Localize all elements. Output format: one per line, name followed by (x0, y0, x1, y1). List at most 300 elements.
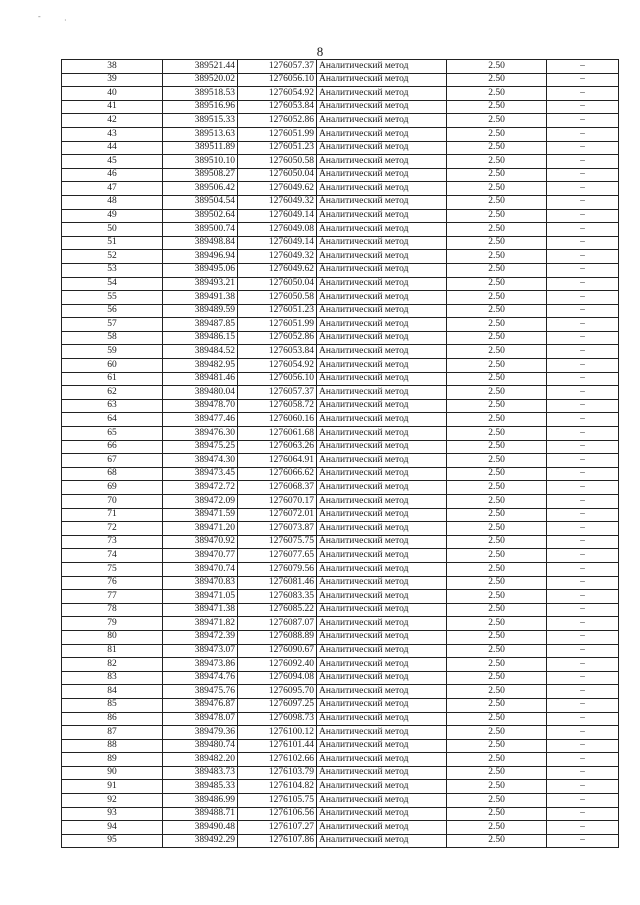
point-number-cell: 69 (62, 481, 163, 495)
table-row (62, 141, 619, 155)
table-row (62, 345, 619, 359)
x-coordinate-cell: 389471.05 (163, 590, 238, 604)
error-cell: 2.50 (447, 671, 547, 685)
x-coordinate-cell: 389478.70 (163, 399, 238, 413)
error-cell: 2.50 (447, 73, 547, 87)
point-number-cell: 60 (62, 359, 163, 373)
y-coordinate-cell: 1276101.44 (238, 739, 317, 753)
y-coordinate-cell: 1276090.67 (238, 644, 317, 658)
point-number-cell: 54 (62, 277, 163, 291)
error-cell: 2.50 (447, 87, 547, 101)
table-row (62, 277, 619, 291)
table-row (62, 794, 619, 808)
method-cell: Аналитический метод (317, 277, 447, 291)
x-coordinate-cell: 389476.87 (163, 698, 238, 712)
table-row (62, 562, 619, 576)
note-cell: – (547, 236, 619, 250)
note-cell: – (547, 780, 619, 794)
point-number-cell: 48 (62, 195, 163, 209)
point-number-cell: 45 (62, 155, 163, 169)
table-row (62, 603, 619, 617)
note-cell: – (547, 794, 619, 808)
note-cell: – (547, 535, 619, 549)
table-row (62, 590, 619, 604)
y-coordinate-cell: 1276103.79 (238, 766, 317, 780)
y-coordinate-cell: 1276073.87 (238, 522, 317, 536)
note-cell: – (547, 454, 619, 468)
method-cell: Аналитический метод (317, 100, 447, 114)
x-coordinate-cell: 389483.73 (163, 766, 238, 780)
method-cell: Аналитический метод (317, 168, 447, 182)
x-coordinate-cell: 389496.94 (163, 250, 238, 264)
error-cell: 2.50 (447, 658, 547, 672)
method-cell: Аналитический метод (317, 508, 447, 522)
y-coordinate-cell: 1276106.56 (238, 807, 317, 821)
y-coordinate-cell: 1276057.37 (238, 60, 317, 74)
note-cell: – (547, 413, 619, 427)
y-coordinate-cell: 1276050.58 (238, 291, 317, 305)
point-number-cell: 56 (62, 304, 163, 318)
y-coordinate-cell: 1276049.62 (238, 182, 317, 196)
table-row (62, 698, 619, 712)
x-coordinate-cell: 389484.52 (163, 345, 238, 359)
note-cell: – (547, 277, 619, 291)
error-cell: 2.50 (447, 590, 547, 604)
error-cell: 2.50 (447, 712, 547, 726)
y-coordinate-cell: 1276075.75 (238, 535, 317, 549)
x-coordinate-cell: 389506.42 (163, 182, 238, 196)
note-cell: – (547, 155, 619, 169)
table-row (62, 114, 619, 128)
y-coordinate-cell: 1276049.14 (238, 236, 317, 250)
y-coordinate-cell: 1276105.75 (238, 794, 317, 808)
x-coordinate-cell: 389471.38 (163, 603, 238, 617)
error-cell: 2.50 (447, 182, 547, 196)
method-cell: Аналитический метод (317, 195, 447, 209)
y-coordinate-cell: 1276053.84 (238, 100, 317, 114)
y-coordinate-cell: 1276107.27 (238, 821, 317, 835)
y-coordinate-cell: 1276066.62 (238, 467, 317, 481)
table-row (62, 359, 619, 373)
y-coordinate-cell: 1276052.86 (238, 114, 317, 128)
point-number-cell: 92 (62, 794, 163, 808)
y-coordinate-cell: 1276049.32 (238, 195, 317, 209)
x-coordinate-cell: 389471.20 (163, 522, 238, 536)
table-row (62, 127, 619, 141)
y-coordinate-cell: 1276088.89 (238, 630, 317, 644)
table-row (62, 399, 619, 413)
error-cell: 2.50 (447, 549, 547, 563)
method-cell: Аналитический метод (317, 590, 447, 604)
error-cell: 2.50 (447, 413, 547, 427)
table-row (62, 617, 619, 631)
point-number-cell: 84 (62, 685, 163, 699)
error-cell: 2.50 (447, 698, 547, 712)
x-coordinate-cell: 389482.95 (163, 359, 238, 373)
x-coordinate-cell: 389471.59 (163, 508, 238, 522)
y-coordinate-cell: 1276095.70 (238, 685, 317, 699)
point-number-cell: 58 (62, 331, 163, 345)
note-cell: – (547, 318, 619, 332)
x-coordinate-cell: 389480.04 (163, 386, 238, 400)
error-cell: 2.50 (447, 60, 547, 74)
point-number-cell: 59 (62, 345, 163, 359)
x-coordinate-cell: 389502.64 (163, 209, 238, 223)
table-row (62, 739, 619, 753)
method-cell: Аналитический метод (317, 399, 447, 413)
point-number-cell: 93 (62, 807, 163, 821)
error-cell: 2.50 (447, 522, 547, 536)
table-row (62, 508, 619, 522)
table-row (62, 726, 619, 740)
error-cell: 2.50 (447, 794, 547, 808)
note-cell: – (547, 100, 619, 114)
note-cell: – (547, 712, 619, 726)
method-cell: Аналитический метод (317, 685, 447, 699)
point-number-cell: 91 (62, 780, 163, 794)
x-coordinate-cell: 389511.89 (163, 141, 238, 155)
note-cell: – (547, 331, 619, 345)
error-cell: 2.50 (447, 481, 547, 495)
table-row (62, 834, 619, 848)
note-cell: – (547, 495, 619, 509)
note-cell: – (547, 345, 619, 359)
error-cell: 2.50 (447, 821, 547, 835)
note-cell: – (547, 127, 619, 141)
error-cell: 2.50 (447, 399, 547, 413)
note-cell: – (547, 209, 619, 223)
x-coordinate-cell: 389489.59 (163, 304, 238, 318)
note-cell: – (547, 141, 619, 155)
y-coordinate-cell: 1276051.23 (238, 141, 317, 155)
table-row (62, 658, 619, 672)
table-row (62, 304, 619, 318)
point-number-cell: 95 (62, 834, 163, 848)
x-coordinate-cell: 389504.54 (163, 195, 238, 209)
y-coordinate-cell: 1276051.23 (238, 304, 317, 318)
y-coordinate-cell: 1276057.37 (238, 386, 317, 400)
table-row (62, 821, 619, 835)
note-cell: – (547, 834, 619, 848)
error-cell: 2.50 (447, 535, 547, 549)
y-coordinate-cell: 1276098.73 (238, 712, 317, 726)
method-cell: Аналитический метод (317, 617, 447, 631)
table-row (62, 195, 619, 209)
x-coordinate-cell: 389508.27 (163, 168, 238, 182)
error-cell: 2.50 (447, 386, 547, 400)
y-coordinate-cell: 1276050.04 (238, 168, 317, 182)
table-row (62, 454, 619, 468)
note-cell: – (547, 508, 619, 522)
point-number-cell: 64 (62, 413, 163, 427)
x-coordinate-cell: 389486.99 (163, 794, 238, 808)
point-number-cell: 40 (62, 87, 163, 101)
error-cell: 2.50 (447, 331, 547, 345)
table-row (62, 780, 619, 794)
y-coordinate-cell: 1276053.84 (238, 345, 317, 359)
error-cell: 2.50 (447, 617, 547, 631)
point-number-cell: 75 (62, 562, 163, 576)
table-row (62, 209, 619, 223)
coordinates-table (61, 59, 619, 848)
method-cell: Аналитический метод (317, 481, 447, 495)
table-row (62, 644, 619, 658)
method-cell: Аналитический метод (317, 535, 447, 549)
x-coordinate-cell: 389515.33 (163, 114, 238, 128)
table-row (62, 413, 619, 427)
x-coordinate-cell: 389470.92 (163, 535, 238, 549)
y-coordinate-cell: 1276051.99 (238, 127, 317, 141)
y-coordinate-cell: 1276056.10 (238, 73, 317, 87)
point-number-cell: 41 (62, 100, 163, 114)
x-coordinate-cell: 389500.74 (163, 223, 238, 237)
x-coordinate-cell: 389510.10 (163, 155, 238, 169)
point-number-cell: 78 (62, 603, 163, 617)
error-cell: 2.50 (447, 427, 547, 441)
method-cell: Аналитический метод (317, 427, 447, 441)
method-cell: Аналитический метод (317, 304, 447, 318)
method-cell: Аналитический метод (317, 698, 447, 712)
point-number-cell: 70 (62, 495, 163, 509)
note-cell: – (547, 753, 619, 767)
note-cell: – (547, 168, 619, 182)
method-cell: Аналитический метод (317, 454, 447, 468)
note-cell: – (547, 603, 619, 617)
error-cell: 2.50 (447, 114, 547, 128)
point-number-cell: 55 (62, 291, 163, 305)
x-coordinate-cell: 389472.09 (163, 495, 238, 509)
y-coordinate-cell: 1276050.04 (238, 277, 317, 291)
method-cell: Аналитический метод (317, 73, 447, 87)
method-cell: Аналитический метод (317, 318, 447, 332)
x-coordinate-cell: 389472.39 (163, 630, 238, 644)
y-coordinate-cell: 1276102.66 (238, 753, 317, 767)
point-number-cell: 43 (62, 127, 163, 141)
note-cell: – (547, 291, 619, 305)
note-cell: – (547, 726, 619, 740)
coordinates-table-body (62, 60, 619, 848)
method-cell: Аналитический метод (317, 522, 447, 536)
method-cell: Аналитический метод (317, 127, 447, 141)
point-number-cell: 39 (62, 73, 163, 87)
point-number-cell: 46 (62, 168, 163, 182)
table-row (62, 495, 619, 509)
point-number-cell: 82 (62, 658, 163, 672)
point-number-cell: 76 (62, 576, 163, 590)
method-cell: Аналитический метод (317, 209, 447, 223)
y-coordinate-cell: 1276049.32 (238, 250, 317, 264)
method-cell: Аналитический метод (317, 603, 447, 617)
x-coordinate-cell: 389485.33 (163, 780, 238, 794)
note-cell: – (547, 386, 619, 400)
point-number-cell: 87 (62, 726, 163, 740)
x-coordinate-cell: 389470.77 (163, 549, 238, 563)
y-coordinate-cell: 1276072.01 (238, 508, 317, 522)
error-cell: 2.50 (447, 372, 547, 386)
x-coordinate-cell: 389487.85 (163, 318, 238, 332)
x-coordinate-cell: 389470.83 (163, 576, 238, 590)
note-cell: – (547, 195, 619, 209)
method-cell: Аналитический метод (317, 834, 447, 848)
error-cell: 2.50 (447, 495, 547, 509)
table-row (62, 535, 619, 549)
x-coordinate-cell: 389491.38 (163, 291, 238, 305)
note-cell: – (547, 263, 619, 277)
note-cell: – (547, 630, 619, 644)
method-cell: Аналитический метод (317, 155, 447, 169)
point-number-cell: 81 (62, 644, 163, 658)
y-coordinate-cell: 1276051.99 (238, 318, 317, 332)
table-row (62, 318, 619, 332)
point-number-cell: 42 (62, 114, 163, 128)
table-row (62, 576, 619, 590)
y-coordinate-cell: 1276056.10 (238, 372, 317, 386)
y-coordinate-cell: 1276107.86 (238, 834, 317, 848)
error-cell: 2.50 (447, 236, 547, 250)
error-cell: 2.50 (447, 359, 547, 373)
error-cell: 2.50 (447, 753, 547, 767)
error-cell: 2.50 (447, 454, 547, 468)
y-coordinate-cell: 1276054.92 (238, 87, 317, 101)
note-cell: – (547, 223, 619, 237)
page-number: 8 (316, 44, 324, 59)
note-cell: – (547, 821, 619, 835)
note-cell: – (547, 399, 619, 413)
method-cell: Аналитический метод (317, 114, 447, 128)
note-cell: – (547, 562, 619, 576)
x-coordinate-cell: 389518.53 (163, 87, 238, 101)
note-cell: – (547, 427, 619, 441)
point-number-cell: 79 (62, 617, 163, 631)
table-row (62, 100, 619, 114)
table-row (62, 807, 619, 821)
point-number-cell: 51 (62, 236, 163, 250)
error-cell: 2.50 (447, 304, 547, 318)
method-cell: Аналитический метод (317, 413, 447, 427)
table-row (62, 712, 619, 726)
method-cell: Аналитический метод (317, 630, 447, 644)
method-cell: Аналитический метод (317, 345, 447, 359)
point-number-cell: 38 (62, 60, 163, 74)
error-cell: 2.50 (447, 127, 547, 141)
x-coordinate-cell: 389495.06 (163, 263, 238, 277)
note-cell: – (547, 60, 619, 74)
y-coordinate-cell: 1276087.07 (238, 617, 317, 631)
point-number-cell: 85 (62, 698, 163, 712)
point-number-cell: 61 (62, 372, 163, 386)
method-cell: Аналитический метод (317, 739, 447, 753)
method-cell: Аналитический метод (317, 141, 447, 155)
table-row (62, 155, 619, 169)
table-row (62, 182, 619, 196)
y-coordinate-cell: 1276083.35 (238, 590, 317, 604)
y-coordinate-cell: 1276100.12 (238, 726, 317, 740)
table-row (62, 168, 619, 182)
note-cell: – (547, 671, 619, 685)
method-cell: Аналитический метод (317, 658, 447, 672)
y-coordinate-cell: 1276058.72 (238, 399, 317, 413)
error-cell: 2.50 (447, 780, 547, 794)
scan-speck: · (64, 16, 67, 25)
method-cell: Аналитический метод (317, 236, 447, 250)
scan-speck: - (38, 12, 41, 21)
error-cell: 2.50 (447, 318, 547, 332)
note-cell: – (547, 73, 619, 87)
table-row (62, 386, 619, 400)
error-cell: 2.50 (447, 291, 547, 305)
note-cell: – (547, 481, 619, 495)
error-cell: 2.50 (447, 440, 547, 454)
method-cell: Аналитический метод (317, 467, 447, 481)
point-number-cell: 86 (62, 712, 163, 726)
point-number-cell: 73 (62, 535, 163, 549)
y-coordinate-cell: 1276050.58 (238, 155, 317, 169)
table-row (62, 685, 619, 699)
y-coordinate-cell: 1276079.56 (238, 562, 317, 576)
point-number-cell: 65 (62, 427, 163, 441)
table-row (62, 467, 619, 481)
x-coordinate-cell: 389475.25 (163, 440, 238, 454)
note-cell: – (547, 590, 619, 604)
note-cell: – (547, 87, 619, 101)
method-cell: Аналитический метод (317, 821, 447, 835)
table-row (62, 630, 619, 644)
note-cell: – (547, 372, 619, 386)
point-number-cell: 66 (62, 440, 163, 454)
method-cell: Аналитический метод (317, 495, 447, 509)
error-cell: 2.50 (447, 807, 547, 821)
method-cell: Аналитический метод (317, 291, 447, 305)
y-coordinate-cell: 1276097.25 (238, 698, 317, 712)
x-coordinate-cell: 389516.96 (163, 100, 238, 114)
table-row (62, 250, 619, 264)
y-coordinate-cell: 1276092.40 (238, 658, 317, 672)
table-row (62, 671, 619, 685)
x-coordinate-cell: 389493.21 (163, 277, 238, 291)
x-coordinate-cell: 389513.63 (163, 127, 238, 141)
table-row (62, 481, 619, 495)
point-number-cell: 88 (62, 739, 163, 753)
note-cell: – (547, 114, 619, 128)
method-cell: Аналитический метод (317, 766, 447, 780)
error-cell: 2.50 (447, 209, 547, 223)
method-cell: Аналитический метод (317, 263, 447, 277)
note-cell: – (547, 576, 619, 590)
method-cell: Аналитический метод (317, 726, 447, 740)
x-coordinate-cell: 389474.76 (163, 671, 238, 685)
error-cell: 2.50 (447, 345, 547, 359)
error-cell: 2.50 (447, 576, 547, 590)
y-coordinate-cell: 1276094.08 (238, 671, 317, 685)
error-cell: 2.50 (447, 195, 547, 209)
point-number-cell: 77 (62, 590, 163, 604)
method-cell: Аналитический метод (317, 182, 447, 196)
table-row (62, 223, 619, 237)
y-coordinate-cell: 1276063.26 (238, 440, 317, 454)
point-number-cell: 68 (62, 467, 163, 481)
y-coordinate-cell: 1276077.65 (238, 549, 317, 563)
x-coordinate-cell: 389488.71 (163, 807, 238, 821)
y-coordinate-cell: 1276104.82 (238, 780, 317, 794)
note-cell: – (547, 182, 619, 196)
note-cell: – (547, 766, 619, 780)
error-cell: 2.50 (447, 766, 547, 780)
y-coordinate-cell: 1276064.91 (238, 454, 317, 468)
error-cell: 2.50 (447, 100, 547, 114)
x-coordinate-cell: 389479.36 (163, 726, 238, 740)
method-cell: Аналитический метод (317, 671, 447, 685)
point-number-cell: 47 (62, 182, 163, 196)
